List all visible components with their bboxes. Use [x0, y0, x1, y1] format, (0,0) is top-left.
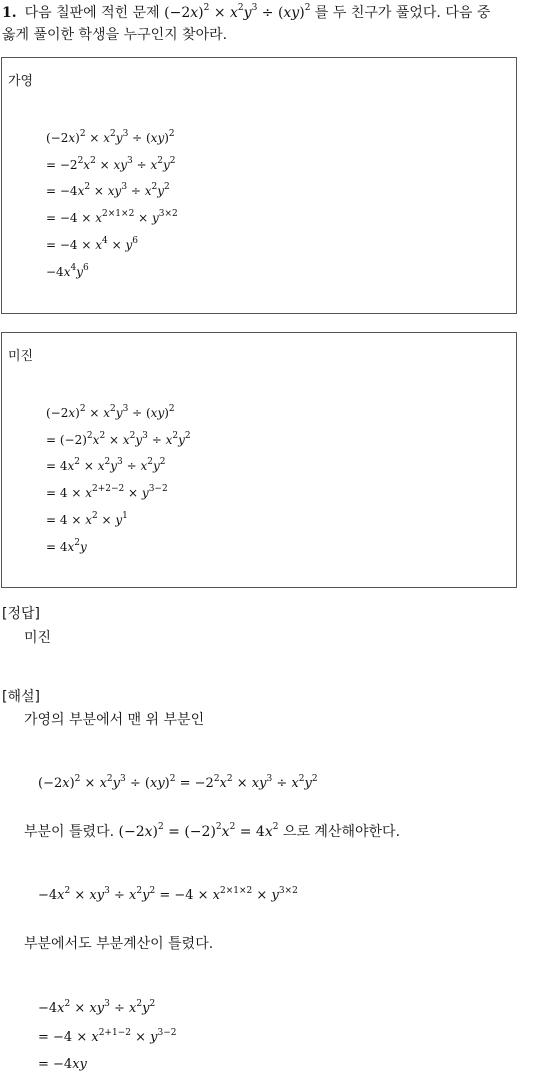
mijin-step-3: = $4x^2 \times x^2y^3 \div x^2y^2$ [46, 457, 166, 473]
board-mijin [1, 332, 517, 588]
answer-label: [정답] [2, 606, 40, 622]
explanation-intro: 가영의 부분에서 맨 위 부분인 [24, 712, 205, 728]
explanation-wrong-1 [24, 821, 400, 841]
gayoung-step-6: $-4x^4y^6$ [46, 263, 89, 279]
explanation-wrong-1-text: 부분이 틀렸다. [24, 824, 115, 840]
mijin-step-1: $(-2x)^2 \times x^2y^3 \div (xy)^2$ [46, 404, 175, 420]
mijin-step-5: = $4 \times x^2 \times y^1$ [46, 511, 128, 527]
board-gayoung [1, 57, 517, 314]
explanation-wrong-1-tail: 으로 계산해야한다. [282, 824, 401, 840]
gayoung-step-2: = $-2^2x^2 \times xy^3 \div x^2y^2$ [46, 156, 176, 172]
gayoung-step-1: $(-2x)^2 \times x^2y^3 \div (xy)^2$ [46, 129, 175, 145]
explanation-equation-3-line-2: = $-4 \times x^{2+1-2} \times y^{3-2}$ [38, 1027, 177, 1045]
gayoung-step-5: = $-4 \times x^4 \times y^6$ [46, 236, 138, 252]
explanation-equation-3-line-3: = −4xy [38, 1057, 87, 1072]
mijin-step-6: = $4x^2y$ [46, 538, 87, 554]
question-number: 1. [2, 5, 17, 21]
mijin-step-4: = $4 \times x^{2+2-2} \times y^{3-2}$ [46, 484, 168, 500]
question-line-2: 옳게 풀이한 학생을 누구인지 찾아라. [2, 27, 228, 43]
question-expression: $(-2x)^2 \times x^2y^3 \div (xy)^2$ [164, 3, 311, 21]
explanation-label: [해설] [2, 689, 40, 705]
explanation-equation-1: $(-2x)^2 \times x^2y^3 \div (xy)^2 = -2^2x^2 \times xy^3 \div x^2y^2$ [38, 773, 318, 791]
gayoung-step-3: = $-4x^2 \times xy^3 \div x^2y^2$ [46, 182, 170, 198]
question-text-suffix: 를 두 친구가 풀었다. 다음 중 [314, 5, 491, 21]
board-gayoung-name: 가영 [8, 74, 34, 89]
answer-value: 미진 [24, 630, 52, 646]
explanation-equation-3-line-1: $-4x^2 \times xy^3 \div x^2y^2$ [38, 998, 156, 1016]
explanation-equation-2: $-4x^2 \times xy^3 \div x^2y^2 = -4 \times x^{2\times 1\times 2} \times y^{3\times 2}$ [38, 885, 298, 903]
explanation-correction: $(-2x)^2 = (-2)^2x^2 = 4x^2$ [118, 822, 279, 840]
board-mijin-name: 미진 [8, 349, 34, 364]
gayoung-step-4: = $-4 \times x^{2\times 1\times 2} \times y^{3\times 2}$ [46, 209, 178, 225]
question-text-prefix: 다음 칠판에 적힌 문제 [24, 5, 160, 21]
mijin-step-2: = $(-2)^2x^2 \times x^2y^3 \div x^2y^2$ [46, 431, 191, 447]
explanation-wrong-2: 부분에서도 부분계산이 틀렸다. [24, 936, 214, 952]
question-line-1 [2, 2, 490, 24]
